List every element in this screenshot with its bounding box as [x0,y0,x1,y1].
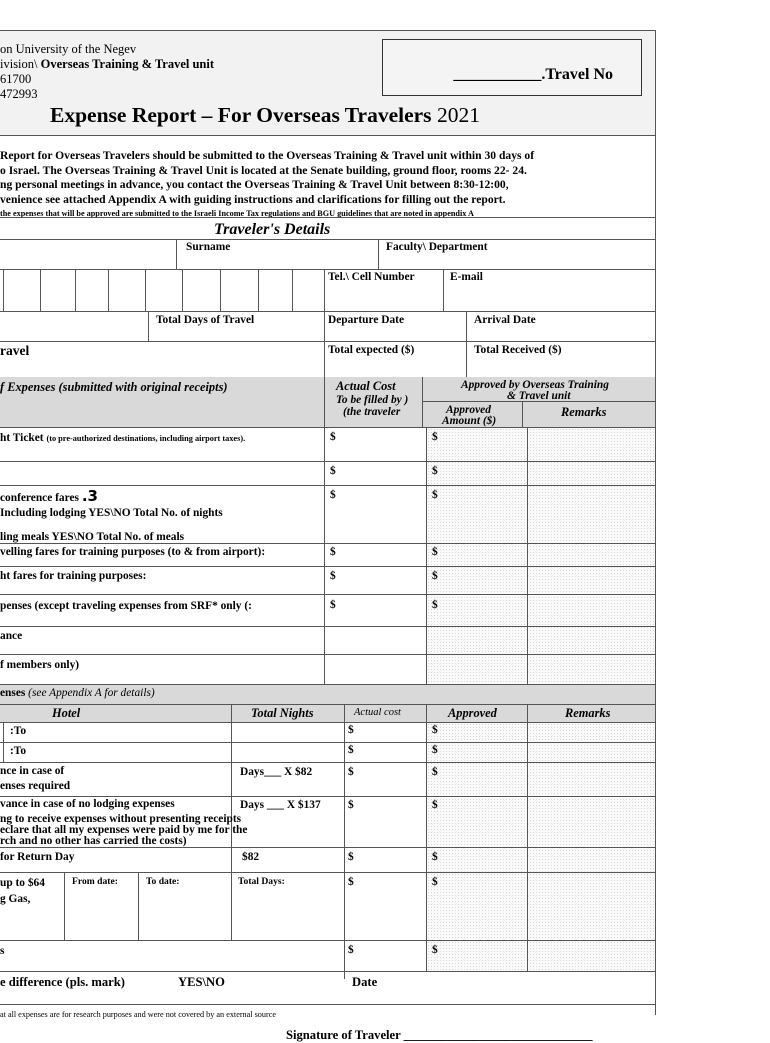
members-label: f members only) [0,659,80,671]
travelling-fares-approved: $ [432,546,438,558]
instruction-line: venience see attached Appendix A with guiding instructions and clarifications for filling out the report. [0,192,506,206]
insurance-label: ance [0,630,23,642]
total-days-label: Total Days of Travel [156,314,255,326]
faculty-label: Faculty\ Department [386,241,488,253]
return-day-amount: $82 [242,851,260,863]
total-received-label: Total Received ($) [474,344,562,356]
conference-label: conference fares .3 [0,487,98,505]
title-year: 2021 [436,103,480,127]
flight-ticket-label: ht Ticket (to pre-authorized destinations, including airport taxes). [0,432,246,444]
allowance-receipts-label: enses required [0,780,71,792]
conference-actual[interactable]: $ [330,489,336,501]
approved-amount-header: Approved [446,404,491,416]
approved-amount-header: Amount ($) [442,415,497,427]
allowance-2-approved: $ [432,799,438,811]
meals-label: ling meals YES\NO Total No. of meals [0,531,185,543]
allowance-note: ng to receive expenses without presenting receipts [0,813,242,825]
expenses-table [0,377,655,685]
total-approved: $ [432,944,438,956]
flight-ticket-approved: $ [432,431,438,443]
row-2-approved: $ [432,465,438,477]
allowance-note: rch and no other has carried the costs) [0,835,187,847]
allowance-receipts-label: nce in case of [0,765,65,777]
actual-cost-sub: (the traveler [343,406,401,418]
hotel-to-label: :To [10,725,27,737]
approved-header: Approved [448,706,497,720]
travel-number-label: ___________.Travel No [453,66,613,83]
hotel-to-label: :To [10,745,27,757]
days-82-label: Days___ X $82 [240,766,313,778]
travelling-fares-actual[interactable]: $ [330,546,336,558]
traveler-details-table [0,239,655,377]
difference-yesno[interactable]: YES\NO [178,975,225,989]
org-line: on University of the Negev [0,42,137,56]
return-day-approved: $ [432,851,438,863]
expense-report-form [0,30,656,1042]
org-division: ivision\ Overseas Training & Travel unit [0,57,215,71]
approved-by-header: & Travel unit [507,390,571,402]
car-approved: $ [432,876,438,888]
days-137-label: Days ___ X $137 [240,799,321,811]
flight-fares-approved: $ [432,570,438,582]
other-expenses-actual[interactable]: $ [330,599,336,611]
org-phone: 61700 [0,72,32,86]
approved-by-header: Approved by Overseas Training [461,379,609,391]
travel-number-box[interactable] [382,39,642,96]
other-expenses-label: penses (except traveling expenses from SRF* only (: [0,600,252,612]
flight-fares-actual[interactable]: $ [330,570,336,582]
approved-column [427,723,655,940]
arrival-date-label: Arrival Date [474,314,536,326]
hotel-2-actual[interactable]: $ [348,744,354,756]
to-date-label: To date: [146,876,180,887]
total-nights-header: Total Nights [251,706,314,720]
instruction-line: ng personal meetings in advance, you contact the Overseas Training & Travel Unit between 8:30-12:00, [0,178,509,191]
instruction-note: the expenses that will be approved are submitted to the Israeli Income Tax regulations and BGU guidelines that are noted in appendix A [0,209,474,218]
expenses-header: f Expenses (submitted with original receipts) [0,380,228,394]
travelling-fares-label: velling fares for training purposes (to & from airport): [0,546,266,558]
total-days-label: Total Days: [238,876,285,887]
form-header [0,31,655,136]
signature-line[interactable]: Signature of Traveler ______________________________ [286,1028,593,1042]
per-diem-header: enses (see Appendix A for details) [0,687,155,699]
conference-approved: $ [432,489,438,501]
other-expenses-approved: $ [432,599,438,611]
car-expense-note: g Gas, [0,893,31,905]
org-fax: 472993 [0,87,38,101]
org-unit: Overseas Training & Travel unit [40,57,215,71]
hotel-2-approved: $ [432,744,438,756]
actual-cost-header: Actual cost [354,707,401,718]
lodging-label: Including lodging YES\NO Total No. of nights [0,507,223,519]
divider [0,217,655,218]
surname-label: Surname [186,241,231,253]
hotel-header: Hotel [52,706,81,720]
hotel-1-actual[interactable]: $ [348,724,354,736]
allowance-note: eclare that all my expenses were paid by me for the [0,824,248,836]
remarks-header: Remarks [561,405,607,419]
row-2-actual[interactable]: $ [330,465,336,477]
flight-fares-label: ht fares for training purposes: [0,570,147,582]
return-day-label: for Return Day [0,851,75,863]
instruction-line: Report for Overseas Travelers should be submitted to the Overseas Training & Travel unit within 30 days of [0,149,535,162]
total-expected-label: Total expected ($) [328,344,415,356]
car-actual[interactable]: $ [348,876,354,888]
total-actual[interactable]: $ [348,944,354,956]
remarks-header: Remarks [565,706,611,720]
actual-cost-sub: To be filled by ) [336,394,409,406]
instructions [0,149,655,222]
email-label: E-mail [450,271,483,283]
total-label: s [0,945,5,957]
flight-ticket-actual[interactable]: $ [330,431,336,443]
tel-label: Tel.\ Cell Number [328,271,415,283]
car-expense-label: up to $64 [0,877,45,889]
difference-label: e difference (pls. mark) [0,975,125,989]
purpose-label: ravel [0,343,30,358]
from-date-label: From date: [72,876,118,887]
id-digit-box[interactable] [3,269,4,311]
per-diem-table [0,685,655,1017]
organization-info [0,42,214,102]
allowance-2-actual[interactable]: $ [348,799,354,811]
date-label: Date [352,975,378,989]
declaration: at all expenses are for research purposes and were not covered by an external source [0,1010,276,1019]
actual-cost-header: Actual Cost [336,379,396,393]
page-title: Expense Report – For Overseas Travelers 2021 [50,103,480,127]
allowance-no-lodging-label: vance in case of no lodging expenses [0,798,175,810]
allowance-1-actual[interactable]: $ [348,766,354,778]
departure-date-label: Departure Date [328,314,405,326]
traveler-details-title: Traveler's Details [214,221,331,238]
approved-column [427,428,655,685]
allowance-1-approved: $ [432,766,438,778]
hotel-1-approved: $ [432,724,438,736]
return-day-actual[interactable]: $ [348,851,354,863]
instruction-line: o Israel. The Overseas Training & Travel Unit is located at the Senate building, ground floor, rooms 22- 24. [0,163,527,177]
